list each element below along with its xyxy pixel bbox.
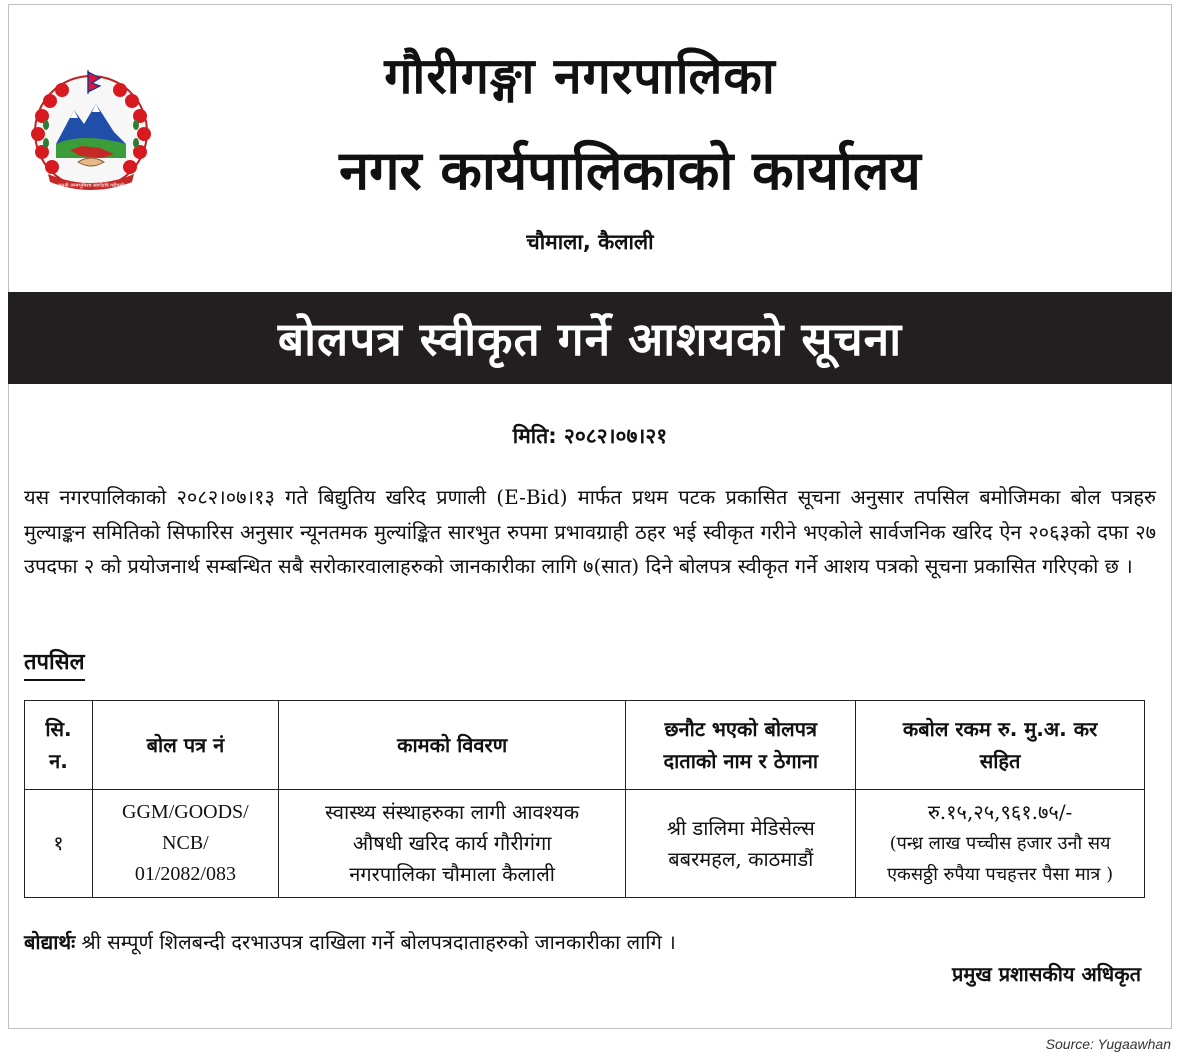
schedule-heading: तपसिल — [24, 646, 85, 681]
cell-bid-no: GGM/GOODS/ NCB/ 01/2082/083 — [92, 790, 278, 898]
attention-note — [24, 928, 1124, 955]
table-header-row — [25, 701, 1145, 790]
signatory: प्रमुख प्रशासकीय अधिकृत — [952, 962, 1141, 986]
notice-title: बोलपत्र स्वीकृत गर्ने आशयको सूचना — [277, 312, 903, 366]
notice-body: यस नगरपालिकाको २०८२।०७।१३ गते बिद्युतिय खरिद प्रणाली (E-Bid) मार्फत प्रथम पटक प्रकासित सूचना अनुसार तपसिल बमोजिमका बोल पत्रहरु मुल्याङ्कन समितिको सिफारिस अनुसार न्यूनतमक मुल्यांङ्कित सारभुत रुपमा प्रभावग्राही ठहर भई स्वीकृत गरीने भएकोले सार्वजनिक खरिद ऐन २०६३को दफा २७ उपदफा २ को प्रयोजनार्थ सम्बन्धित सबै सरोकारवालाहरुको जानकारीका लागि ७(सात) दिने बोलपत्र स्वीकृत गर्ने आशय पत्रको सूचना प्रकासित गरिएको छ । — [24, 485, 1156, 578]
office-title: नगर कार्यपालिकाको कार्यालय — [339, 139, 921, 202]
municipality-title: गौरीगङ्गा नगरपालिका — [384, 47, 776, 105]
nepal-emblem-icon — [22, 66, 160, 194]
col-header-amount: कबोल रकम रु. मु.अ. कर सहित — [856, 701, 1145, 790]
notice-date: मिति: २०८२।०७।२१ — [512, 424, 668, 448]
cell-bidder: श्री डालिमा मेडिसेल्स बबरमहल, काठमाडौं — [626, 790, 856, 898]
emblem-caption: जननी जन्मभूमिश्च स्वर्गादपि गरीयसी — [57, 183, 125, 189]
source-credit: Source: Yugaawhan — [1045, 1036, 1171, 1052]
attention-label: बोद्यार्थः — [24, 930, 76, 954]
col-header-bidder: छनौट भएको बोलपत्र दाताको नाम र ठेगाना — [626, 701, 856, 790]
cell-sn: १ — [25, 790, 93, 898]
col-header-sn: सि. न. — [25, 701, 93, 790]
office-address: चौमाला, कैलाली — [526, 230, 654, 254]
schedule-table — [24, 700, 1145, 898]
table-row — [25, 790, 1145, 898]
cell-description: स्वास्थ्य संस्थाहरुका लागी आवश्यक औषधी खरिद कार्य गौरीगंगा नगरपालिका चौमाला कैलाली — [278, 790, 626, 898]
cell-amount: रु.१५,२५,९६१.७५/- (पन्ध्र लाख पच्चीस हजार उनौ सय एकसठ्ठी रुपैया पचहत्तर पैसा मात्र ) — [856, 790, 1145, 898]
attention-text: श्री सम्पूर्ण शिलबन्दी दरभाउपत्र दाखिला गर्ने बोलपत्रदाताहरुको जानकारीका लागि । — [75, 930, 676, 954]
col-header-description: कामको विवरण — [278, 701, 626, 790]
notice-title-banner — [8, 292, 1172, 384]
col-header-bid-no: बोल पत्र नं — [92, 701, 278, 790]
